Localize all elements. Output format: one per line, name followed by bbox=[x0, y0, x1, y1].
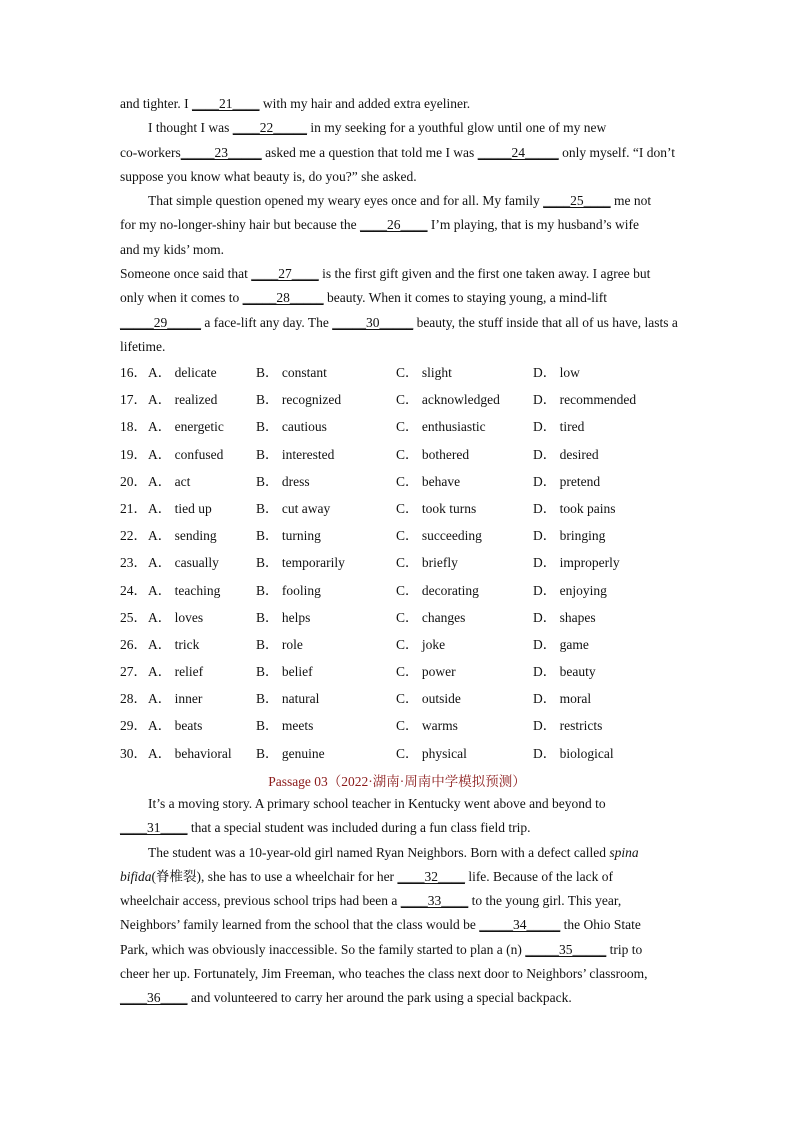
answer-options bbox=[120, 359, 680, 767]
text-line bbox=[120, 913, 676, 937]
question-row bbox=[120, 522, 680, 549]
question-number: 29． bbox=[120, 718, 147, 734]
option-b: B． role bbox=[256, 636, 303, 652]
question-row bbox=[120, 740, 680, 767]
answer-blank: _____28_____ bbox=[242, 290, 324, 306]
question-number: 21． bbox=[120, 500, 147, 516]
option-b: B． dress bbox=[256, 473, 310, 489]
text-segment: Someone once said that bbox=[120, 266, 252, 282]
option-c: C． warms bbox=[396, 718, 458, 734]
option-c: C． acknowledged bbox=[396, 392, 500, 408]
option-d: D． shapes bbox=[533, 609, 596, 625]
text-segment: to the young girl. This year, bbox=[468, 893, 622, 909]
answer-blank: ____36____ bbox=[120, 990, 188, 1006]
option-a: A． confused bbox=[148, 446, 224, 462]
option-d: D． restricts bbox=[533, 718, 603, 734]
option-a: A． beats bbox=[148, 718, 203, 734]
option-d: D． low bbox=[533, 365, 580, 380]
text-line bbox=[120, 865, 676, 889]
italic-term: spina bbox=[609, 844, 639, 860]
question-row bbox=[120, 658, 680, 685]
option-d: D． took pains bbox=[533, 500, 616, 516]
option-a: A． loves bbox=[148, 609, 204, 625]
text-segment: me not bbox=[610, 193, 652, 209]
option-c: C． succeeding bbox=[396, 528, 482, 544]
option-d: D． pretend bbox=[533, 473, 601, 489]
option-a: A． inner bbox=[148, 691, 203, 707]
question-row bbox=[120, 495, 680, 522]
option-d: D． improperly bbox=[533, 555, 620, 571]
question-row bbox=[120, 359, 680, 386]
text-segment: It’s a moving story. A primary school teacher in Kentucky went above and beyond to bbox=[148, 796, 606, 811]
question-number: 28． bbox=[120, 691, 147, 707]
text-segment: Park, which was obviously inaccessible. So the family started to plan a (n) bbox=[120, 941, 526, 957]
text-segment: asked me a question that told me I was bbox=[261, 144, 478, 160]
question-row bbox=[120, 712, 680, 739]
question-number: 22． bbox=[120, 528, 147, 544]
italic-term: bifida bbox=[120, 868, 152, 884]
question-row bbox=[120, 685, 680, 712]
option-b: B． helps bbox=[256, 609, 311, 625]
option-d: D． game bbox=[533, 636, 589, 652]
text-segment: cheer her up. Fortunately, Jim Freeman, who teaches the class next door to Neighbors’ classroom, bbox=[120, 966, 648, 982]
answer-blank: ____25____ bbox=[543, 193, 611, 209]
option-d: D． recommended bbox=[533, 392, 637, 408]
question-row bbox=[120, 413, 680, 440]
question-number: 16． bbox=[120, 365, 147, 380]
text-line bbox=[120, 311, 676, 335]
text-segment: trip to bbox=[606, 941, 643, 957]
option-d: D． moral bbox=[533, 691, 592, 707]
option-a: A． energetic bbox=[148, 419, 224, 435]
option-d: D． enjoying bbox=[533, 582, 607, 598]
text-segment: in my seeking for a youthful glow until one of my new bbox=[307, 120, 607, 136]
text-segment: and tighter. I bbox=[120, 96, 192, 111]
question-number: 17． bbox=[120, 392, 147, 408]
option-a: A． delicate bbox=[148, 365, 217, 380]
text-segment: only myself. “I don’t bbox=[558, 144, 676, 160]
option-a: A． trick bbox=[148, 636, 200, 652]
text-segment: The student was a 10-year-old girl named Ryan Neighbors. Born with a defect called bbox=[148, 844, 610, 860]
question-number: 18． bbox=[120, 419, 147, 435]
answer-blank: _____34_____ bbox=[479, 917, 561, 933]
text-segment: That simple question opened my weary eyes once and for all. My family bbox=[148, 193, 544, 209]
option-d: D． biological bbox=[533, 745, 614, 761]
option-d: D． desired bbox=[533, 446, 599, 462]
text-line bbox=[120, 238, 676, 262]
option-c: C． enthusiastic bbox=[396, 419, 486, 435]
text-line bbox=[120, 189, 676, 213]
text-segment: suppose you know what beauty is, do you?” she asked. bbox=[120, 168, 417, 184]
answer-blank: _____35_____ bbox=[525, 941, 607, 957]
option-a: A． sending bbox=[148, 528, 217, 544]
question-row bbox=[120, 631, 680, 658]
question-number: 19． bbox=[120, 446, 147, 462]
question-number: 27． bbox=[120, 664, 147, 680]
text-segment: the Ohio State bbox=[560, 917, 641, 933]
option-a: A． casually bbox=[148, 555, 219, 571]
text-segment: for my no-longer-shiny hair but because the bbox=[120, 217, 361, 233]
question-row bbox=[120, 577, 680, 604]
option-b: B． recognized bbox=[256, 392, 342, 408]
answer-blank: ____26____ bbox=[360, 217, 428, 233]
text-line bbox=[120, 986, 676, 1010]
option-b: B． temporarily bbox=[256, 555, 345, 571]
option-c: C． slight bbox=[396, 365, 452, 380]
option-c: C． physical bbox=[396, 745, 467, 761]
passage-2-text bbox=[120, 92, 676, 359]
question-number: 26． bbox=[120, 636, 147, 652]
option-a: A． relief bbox=[148, 664, 204, 680]
answer-blank: ____33____ bbox=[400, 893, 469, 909]
text-line bbox=[120, 213, 676, 237]
option-a: A． behavioral bbox=[148, 745, 232, 761]
option-c: C． power bbox=[396, 664, 456, 680]
option-c: C． changes bbox=[396, 609, 466, 625]
answer-blank: ____21____ bbox=[191, 96, 260, 111]
text-segment: wheelchair access, previous school trips had been a bbox=[120, 893, 401, 909]
option-b: B． cautious bbox=[256, 419, 327, 435]
text-line bbox=[120, 938, 676, 962]
option-a: A． realized bbox=[148, 392, 218, 408]
option-c: C． behave bbox=[396, 473, 461, 489]
passage-3-title: Passage 03（2022·湖南·周南中学模拟预测） bbox=[268, 774, 526, 789]
text-line bbox=[120, 816, 676, 840]
option-d: D． tired bbox=[533, 419, 585, 435]
answer-blank: ____27____ bbox=[251, 266, 319, 282]
text-line bbox=[120, 286, 676, 310]
text-segment: beauty. When it comes to staying young, a mind-lift bbox=[323, 290, 608, 306]
question-number: 20． bbox=[120, 473, 147, 489]
passage-3-text bbox=[120, 792, 676, 1011]
text-segment: life. Because of the lack of bbox=[464, 868, 613, 884]
option-b: B． meets bbox=[256, 718, 314, 734]
option-c: C． outside bbox=[396, 691, 461, 707]
option-d: D． bringing bbox=[533, 528, 606, 544]
option-a: A． tied up bbox=[148, 500, 212, 516]
text-segment: and volunteered to carry her around the park using a special backpack. bbox=[187, 990, 572, 1006]
text-line bbox=[120, 335, 676, 359]
option-a: A． teaching bbox=[148, 582, 221, 598]
question-number: 24． bbox=[120, 582, 147, 598]
question-number: 25． bbox=[120, 609, 147, 625]
text-line bbox=[120, 92, 676, 116]
text-line bbox=[120, 792, 676, 816]
text-line bbox=[120, 841, 676, 865]
option-c: C． joke bbox=[396, 636, 446, 652]
option-b: B． belief bbox=[256, 664, 313, 680]
option-c: C． briefly bbox=[396, 555, 458, 571]
option-b: B． fooling bbox=[256, 582, 321, 598]
text-segment: beauty, the stuff inside that all of us have, lasts a bbox=[413, 314, 678, 330]
text-line bbox=[120, 962, 676, 986]
question-row bbox=[120, 549, 680, 576]
text-line bbox=[120, 165, 676, 189]
option-b: B． turning bbox=[256, 528, 321, 544]
option-b: B． genuine bbox=[256, 745, 325, 761]
question-number: 23． bbox=[120, 555, 147, 571]
text-segment: only when it comes to bbox=[120, 290, 243, 306]
question-number: 30． bbox=[120, 745, 147, 761]
text-segment: and my kids’ mom. bbox=[120, 241, 224, 257]
option-b: B． interested bbox=[256, 446, 335, 462]
text-segment: lifetime. bbox=[120, 338, 166, 354]
answer-blank: _____29_____ bbox=[120, 314, 201, 330]
option-b: B． constant bbox=[256, 365, 327, 380]
question-row bbox=[120, 386, 680, 413]
answer-blank: _____24_____ bbox=[477, 144, 559, 160]
answer-blank: ____31____ bbox=[120, 820, 188, 836]
text-segment: is the first gift given and the first one taken away. I agree but bbox=[318, 266, 651, 282]
text-segment: I thought I was bbox=[148, 120, 233, 136]
option-d: D． beauty bbox=[533, 664, 596, 680]
answer-blank: _____23_____ bbox=[180, 144, 262, 160]
text-segment: Neighbors’ family learned from the school that the class would be bbox=[120, 917, 480, 933]
text-segment: that a special student was included during a fun class field trip. bbox=[187, 820, 531, 836]
text-segment: co-workers bbox=[120, 144, 181, 160]
text-segment: with my hair and added extra eyeliner. bbox=[259, 96, 471, 111]
text-segment: I’m playing, that is my husband’s wife bbox=[427, 217, 640, 233]
option-c: C． bothered bbox=[396, 446, 470, 462]
answer-blank: ____22_____ bbox=[232, 120, 307, 136]
text-segment: (脊椎裂), she has to use a wheelchair for her bbox=[151, 868, 398, 884]
option-b: B． natural bbox=[256, 691, 320, 707]
answer-blank: ____32____ bbox=[397, 868, 465, 884]
text-line bbox=[120, 116, 676, 140]
question-row bbox=[120, 468, 680, 495]
option-c: C． decorating bbox=[396, 582, 479, 598]
option-b: B． cut away bbox=[256, 500, 331, 516]
text-line bbox=[120, 889, 676, 913]
question-row bbox=[120, 604, 680, 631]
answer-blank: _____30_____ bbox=[332, 314, 414, 330]
text-line bbox=[120, 141, 676, 165]
option-c: C． took turns bbox=[396, 500, 477, 516]
text-segment: a face-lift any day. The bbox=[201, 314, 333, 330]
question-row bbox=[120, 441, 680, 468]
option-a: A． act bbox=[148, 473, 191, 489]
text-line bbox=[120, 262, 676, 286]
